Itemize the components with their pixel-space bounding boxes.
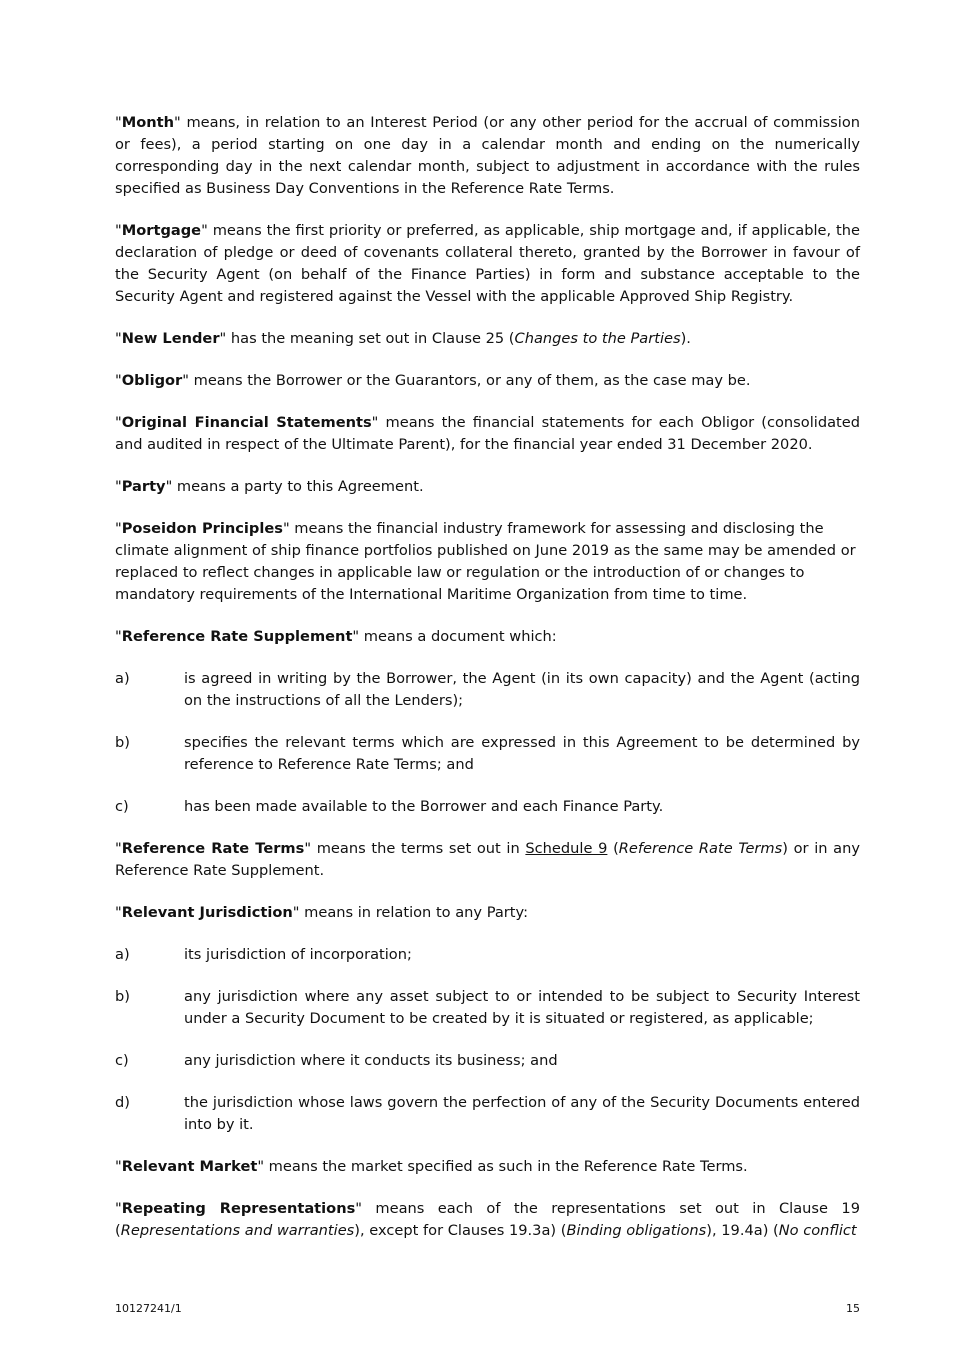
term: Repeating Representations bbox=[121, 1200, 356, 1217]
clause-reference: Changes to the Parties bbox=[514, 330, 681, 347]
definition-original-financial-statements: "Original Financial Statements" means the financial statements for each Obligor (consolidated and audited in respect of the Ultimate Parent), for the financial year ended 31 December 2020. bbox=[115, 414, 860, 453]
term: Month bbox=[121, 114, 175, 131]
definition-obligor: "Obligor" means the Borrower or the Guarantors, or any of them, as the case may be. bbox=[115, 372, 751, 389]
definition-new-lender: "New Lender" has the meaning set out in Clause 25 (Changes to the Parties). bbox=[115, 330, 691, 347]
schedule-link[interactable]: Schedule 9 bbox=[525, 840, 608, 857]
definition-text: means the financial industry framework for assessing and disclosing the climate alignment of ship finance portfolios published on June 2019 as the same may be amended or replaced to reflect changes in applicable law or regulation or the introduction of or changes to mandatory requirements of the International Maritime Organization from time to time. bbox=[115, 520, 856, 603]
definition-text: means in relation to any Party: bbox=[299, 904, 529, 921]
term: Relevant Jurisdiction bbox=[121, 904, 293, 921]
definition-text: means the market specified as such in the Reference Rate Terms. bbox=[264, 1158, 748, 1175]
list-label: c) bbox=[115, 1052, 129, 1069]
definition-text: means the first priority or preferred, as applicable, ship mortgage and, if applicable, the declaration of pledge or deed of covenants collateral thereto, granted by the Borrower in favour of the Security Agent (on behalf of the Finance Parties) in form and substance acceptable to the Security Agent and registered against the Vessel with the applicable Approved Ship Registry. bbox=[115, 222, 860, 305]
list-label: d) bbox=[115, 1094, 130, 1111]
list-item bbox=[115, 668, 860, 712]
list-text: is agreed in writing by the Borrower, the Agent (in its own capacity) and the Agent (acting on the instructions of all the Lenders); bbox=[184, 670, 860, 709]
definition-text: means the financial statements for each Obligor (consolidated and audited in respect of the Ultimate Parent), for the financial year ended 31 December 2020. bbox=[115, 414, 860, 453]
term: Poseidon Principles bbox=[121, 520, 283, 537]
clause-reference: Representations and warranties bbox=[120, 1222, 355, 1239]
definition-reference-rate-supplement: "Reference Rate Supplement" means a document which: bbox=[115, 628, 557, 645]
list-label: a) bbox=[115, 946, 130, 963]
page-number: 15 bbox=[846, 1302, 860, 1315]
definition-reference-rate-terms: "Reference Rate Terms" means the terms set out in Schedule 9 (Reference Rate Terms) or in any Reference Rate Supplement. bbox=[115, 840, 860, 879]
definition-text: means, in relation to an Interest Period (or any other period for the accrual of commission or fees), a period starting on one day in a calendar month and ending on the numerically corresponding day in the next calendar month, subject to adjustment in accordance with the rules specified as Business Day Conventions in the Reference Rate Terms. bbox=[115, 114, 860, 197]
term: Mortgage bbox=[121, 222, 202, 239]
term: Relevant Market bbox=[121, 1158, 258, 1175]
list-item bbox=[115, 944, 860, 966]
list-text: the jurisdiction whose laws govern the perfection of any of the Security Documents entered into by it. bbox=[184, 1094, 860, 1133]
list-label: c) bbox=[115, 798, 129, 815]
list-label: b) bbox=[115, 988, 130, 1005]
term: Original Financial Statements bbox=[121, 414, 372, 431]
list-text: any jurisdiction where any asset subject to or intended to be subject to Security Interest under a Security Document to be created by it is situated or registered, as applicable; bbox=[184, 988, 860, 1027]
clause-reference: Reference Rate Terms bbox=[618, 840, 783, 857]
definition-repeating-representations: "Repeating Representations" means each of the representations set out in Clause 19 (Representations and warranties), except for Clauses 19.3a) (Binding obligations), 19.4a) (No conflict bbox=[115, 1200, 860, 1239]
definition-poseidon-principles: "Poseidon Principles" means the financial industry framework for assessing and disclosing the climate alignment of ship finance portfolios published on June 2019 as the same may be amended or replaced to reflect changes in applicable law or regulation or the introduction of or changes to mandatory requirements of the International Maritime Organization from time to time. bbox=[115, 520, 856, 603]
definition-text: means a document which: bbox=[359, 628, 557, 645]
list-label: a) bbox=[115, 670, 130, 687]
list-item bbox=[115, 1050, 860, 1072]
list-item bbox=[115, 1092, 860, 1136]
clause-reference: No conflict bbox=[778, 1222, 857, 1239]
list-item bbox=[115, 986, 860, 1030]
list-item bbox=[115, 796, 860, 818]
list-label: b) bbox=[115, 734, 130, 751]
definition-relevant-jurisdiction: "Relevant Jurisdiction" means in relation to any Party: bbox=[115, 904, 529, 921]
definition-relevant-market: "Relevant Market" means the market specified as such in the Reference Rate Terms. bbox=[115, 1158, 748, 1175]
list-item bbox=[115, 732, 860, 776]
list-text: any jurisdiction where it conducts its business; and bbox=[184, 1052, 558, 1069]
definition-month: "Month" means, in relation to an Interest Period (or any other period for the accrual of commission or fees), a period starting on one day in a calendar month and ending on the numerically corresponding day in the next calendar month, subject to adjustment in accordance with the rules specified as Business Day Conventions in the Reference Rate Terms. bbox=[115, 114, 860, 197]
page-footer bbox=[115, 1302, 860, 1315]
term: Reference Rate Supplement bbox=[121, 628, 353, 645]
term: Party bbox=[121, 478, 166, 495]
definition-text: means a party to this Agreement. bbox=[172, 478, 424, 495]
document-reference: 10127241/1 bbox=[115, 1302, 182, 1315]
list-text: has been made available to the Borrower and each Finance Party. bbox=[184, 798, 664, 815]
term: Obligor bbox=[121, 372, 183, 389]
list-text: specifies the relevant terms which are expressed in this Agreement to be determined by reference to Reference Rate Terms; and bbox=[184, 734, 860, 773]
list-text: its jurisdiction of incorporation; bbox=[184, 946, 412, 963]
document-page bbox=[115, 112, 860, 1262]
term: New Lender bbox=[121, 330, 220, 347]
definition-mortgage: "Mortgage" means the first priority or preferred, as applicable, ship mortgage and, if applicable, the declaration of pledge or deed of covenants collateral thereto, granted by the Borrower in favour of the Security Agent (on behalf of the Finance Parties) in form and substance acceptable to the Security Agent and registered against the Vessel with the applicable Approved Ship Registry. bbox=[115, 222, 860, 305]
term: Reference Rate Terms bbox=[121, 840, 305, 857]
clause-reference: Binding obligations bbox=[566, 1222, 707, 1239]
definition-party: "Party" means a party to this Agreement. bbox=[115, 478, 424, 495]
definition-text: means the Borrower or the Guarantors, or any of them, as the case may be. bbox=[188, 372, 751, 389]
